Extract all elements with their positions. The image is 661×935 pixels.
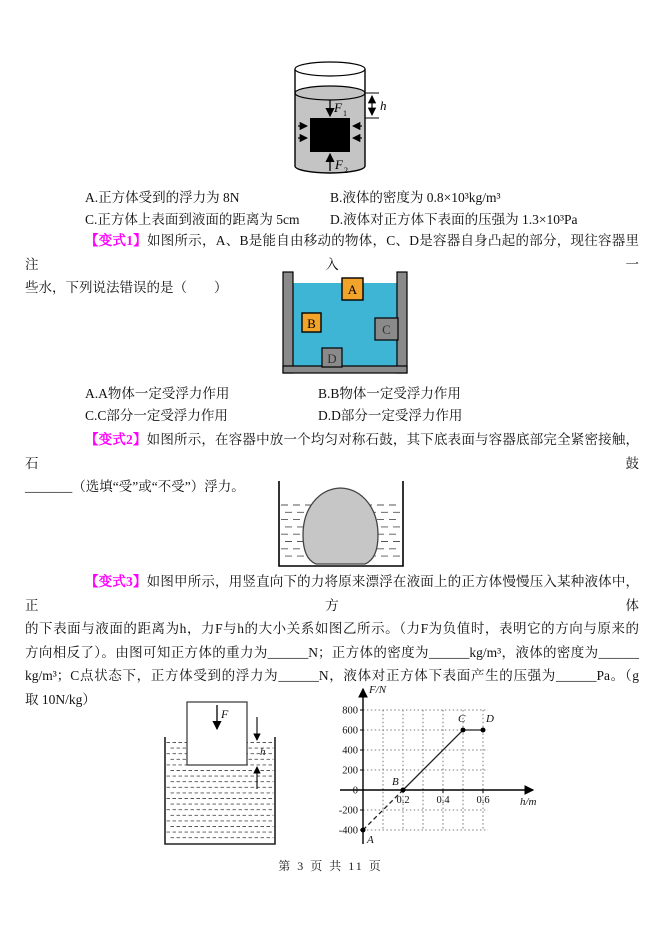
point-label-B: B <box>392 776 399 788</box>
point-label-C: C <box>458 713 466 725</box>
bottom-wall <box>283 366 407 373</box>
q1-option-b: B.液体的密度为 0.8×10³kg/m³ <box>330 190 501 205</box>
cylinder-top <box>295 62 365 76</box>
q1-option-d: D.液体对正方体下表面的压强为 1.3×10³Pa <box>330 212 578 227</box>
v1-option-c: C.C部分一定受浮力作用 <box>85 408 228 423</box>
variant3-line1 <box>25 570 639 617</box>
x-axis-label: h/m <box>520 796 537 808</box>
left-wall <box>283 272 293 373</box>
label-f1: F <box>334 100 342 115</box>
label-h: h <box>380 98 387 113</box>
figure-cylinder-cube <box>276 56 406 181</box>
liquid-surface <box>295 86 365 100</box>
label-f2-sub: 2 <box>344 166 348 175</box>
variant2-line2: _______（选填“受”或“不受”）浮力。 <box>25 479 245 494</box>
figure-stone-drum <box>276 479 406 569</box>
variant1-text1: 如图所示，A、B是能自由移动的物体，C、D是容器自身凸起的部分，现往容器里注入一 <box>25 233 639 272</box>
label-block-a: A <box>347 282 358 297</box>
figure-tank-abcd <box>281 270 411 374</box>
variant1-line2: 些水，下列说法错误的是（ ） <box>25 280 228 295</box>
variant3-tag: 【变式3】 <box>85 574 147 589</box>
y-tick-label: 800 <box>342 705 358 717</box>
variant2-line1 <box>25 428 639 475</box>
variant2-tag: 【变式2】 <box>85 432 147 447</box>
v1-option-a: A.A物体一定受浮力作用 <box>85 386 230 401</box>
y-axis-label: F/N <box>369 684 387 696</box>
v1-option-d: D.D部分一定受浮力作用 <box>318 408 463 423</box>
variant3-line2: 的下表面与液面的距离为h，力F与h的大小关系如图乙所示。（力F为负值时，表明它的方向与原来的 <box>25 621 639 636</box>
y-tick-label: 600 <box>342 725 358 737</box>
label-block-b: B <box>307 316 316 331</box>
x-tick-label: 0.2 <box>396 795 410 806</box>
page-number: 第 3 页 共 11 页 <box>278 859 383 873</box>
variant3-line4: kg/m³；C点状态下，正方体受到的浮力为______N，液体对正方体下表面产生的压强为______Pa。（g <box>25 668 639 683</box>
label-f2: F <box>335 157 343 172</box>
y-tick-label: 0 <box>352 785 358 797</box>
data-point-A <box>361 828 366 833</box>
point-label-D: D <box>486 713 494 725</box>
data-point-B <box>401 788 406 793</box>
variant1-tag: 【变式1】 <box>85 233 147 248</box>
data-point-C <box>461 728 466 733</box>
label-part-c: C <box>382 322 391 337</box>
variant3-line5: 取 10N/kg） <box>25 691 96 707</box>
x-tick-label: 0.6 <box>476 795 490 806</box>
label-part-d: D <box>327 351 337 366</box>
point-label-A: A <box>367 834 374 846</box>
figure-yi-force-depth-graph <box>328 678 546 853</box>
variant3-line3: 方向相反了）。由图可知正方体的重力为______N；正方体的密度为______kg/m³，液体的密度为______ <box>25 644 639 660</box>
y-tick-label: -200 <box>338 805 358 817</box>
q1-option-c: C.正方体上表面到液面的距离为 5cm <box>85 212 300 227</box>
y-tick-label: -400 <box>338 825 358 837</box>
v1-option-b: B.B物体一定受浮力作用 <box>318 386 461 401</box>
label-f1-sub: 1 <box>343 109 347 118</box>
label-depth-h: h <box>260 746 266 758</box>
data-point-D <box>481 728 486 733</box>
variant3-text1: 如图甲所示，用竖直向下的力将原来漂浮在液面上的正方体慢慢压入某种液体中，正方体 <box>25 574 639 613</box>
q1-option-a: A.正方体受到的浮力为 8N <box>85 190 240 205</box>
black-cube <box>310 118 350 152</box>
figure-jia-pressed-cube <box>162 697 282 847</box>
variant2-text1: 如图所示，在容器中放一个均匀对称石鼓，其下底表面与容器底部完全紧密接触，石鼓 <box>25 432 639 471</box>
y-tick-label: 200 <box>342 765 358 777</box>
y-tick-label: 400 <box>342 745 358 757</box>
label-force-f: F <box>221 707 229 721</box>
x-tick-label: 0.4 <box>436 795 450 806</box>
variant1-line1 <box>25 229 639 276</box>
